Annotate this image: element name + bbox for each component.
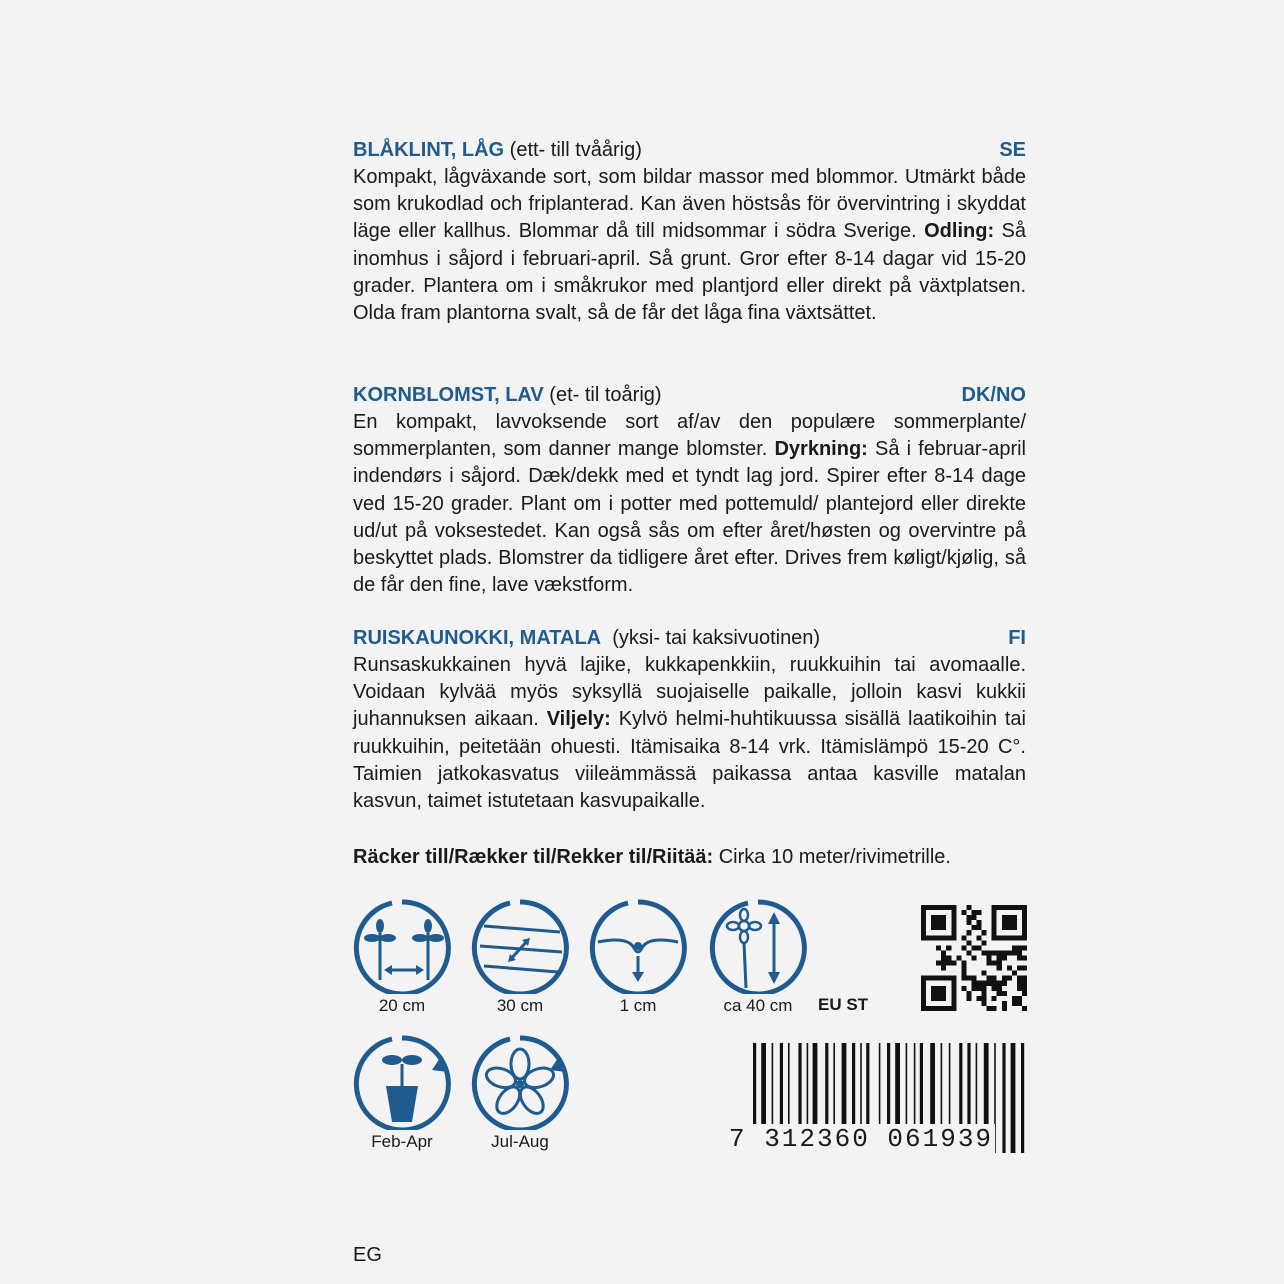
icon-label: 1 cm xyxy=(619,996,657,1015)
section-header xyxy=(353,137,1026,164)
plant-name: KORNBLOMST, LAV xyxy=(353,384,544,406)
language-code: FI xyxy=(1008,627,1026,649)
language-code: DK/NO xyxy=(961,384,1026,406)
flowering-time-icon xyxy=(470,1034,570,1130)
plant-lifecycle: (yksi- tai kaksivuotinen) xyxy=(612,627,821,649)
yield-label: Räcker till/Rækker til/Rekker til/Riitää: xyxy=(353,846,714,868)
icon-label: Feb-Apr xyxy=(371,1132,433,1151)
plant-lifecycle: (et- til toårig) xyxy=(549,384,662,406)
section-body: En kompakt, lavvoksende sort af/av den populære sommerplante/ sommerplanten, som danner mange blomster. Dyrkning: Så i februar-april indendørs i såjord. Dæk/dekk med et tyndt lag jord. Spirer efter 8-14 dage ved 15-20 grader. Plant om i potter med pottemuld/ plantejord eller direkte ud/ut på voksestedet. Kan også sås om efter året/høsten og overvintre på beskyttet plads. Blomstrer da tidligere året efter. Drives frem køligt/kjølig, så de får den fine, lave vækstform. xyxy=(353,411,1026,597)
icon-label: 30 cm xyxy=(496,996,544,1015)
yield-line xyxy=(353,844,951,871)
section-fi xyxy=(353,625,1026,815)
section-header xyxy=(353,382,1026,409)
footer-code: EG xyxy=(353,1244,382,1266)
barcode-number: 7 312360 061939 xyxy=(729,1124,994,1154)
eu-standard-label: EU ST xyxy=(818,995,869,1014)
plant-height xyxy=(704,898,812,1016)
section-dk-no xyxy=(353,382,1026,599)
section-header xyxy=(353,625,1026,652)
sowing-time-icon xyxy=(352,1034,452,1130)
plant-name: BLÅKLINT, LÅG xyxy=(353,139,505,161)
section-se xyxy=(353,137,1026,327)
language-code: SE xyxy=(999,139,1026,161)
icon-label: 20 cm xyxy=(378,996,426,1015)
icon-label: Jul-Aug xyxy=(491,1132,549,1151)
plant-lifecycle: (ett- till tvåårig) xyxy=(509,139,642,161)
plant-spacing xyxy=(350,898,454,1016)
plant-height-icon xyxy=(708,898,808,994)
plant-name: RUISKAUNOKKI, MATALA xyxy=(353,627,602,649)
yield-value: Cirka 10 meter/rivimetrille. xyxy=(718,846,951,868)
section-body: Runsaskukkainen hyvä lajike, kukkapenkkiin, ruukkuihin tai avomaalle. Voidaan kylvää myös syksyllä suojaiselle paikalle, jolloin kasvi kukkii juhannuksen aikaan. Viljely: Kylvö helmi-huhtikuussa sisällä laatikoihin tai ruukkuihin, peitetään ohuesti. Itämisaika 8-14 vrk. Itämislämpö 15-20 C°. Taimien jatkokasvatus viileämmässä paikassa antaa kasville matalan kasvun, taimet istutetaan kasvupaikalle. xyxy=(353,654,1026,813)
sowing-time xyxy=(350,1034,454,1152)
sowing-depth-icon xyxy=(588,898,688,994)
section-body: Kompakt, lågväxande sort, som bildar massor med blommor. Utmärkt både som krukodlad och friplanterad. Kan även höstsås för övervintring i skyddat läge eller kallhus. Blommar då till midsommar i södra Sverige. Odling: Så inomhus i såjord i februari-april. Så grunt. Gror efter 8-14 dagar vid 15-20 grader. Plantera om i småkrukor med plantjord eller direkt på växtplatsen. Olda fram plantorna svalt, så de får det låga fina växtsättet. xyxy=(353,166,1026,325)
flowering-time xyxy=(468,1034,572,1152)
icon-label: ca 40 cm xyxy=(723,996,793,1015)
row-spacing xyxy=(468,898,572,1016)
sowing-depth xyxy=(586,898,690,1016)
plant-spacing-icon xyxy=(352,898,452,994)
qr-code xyxy=(919,905,1029,1011)
row-spacing-icon xyxy=(470,898,570,994)
